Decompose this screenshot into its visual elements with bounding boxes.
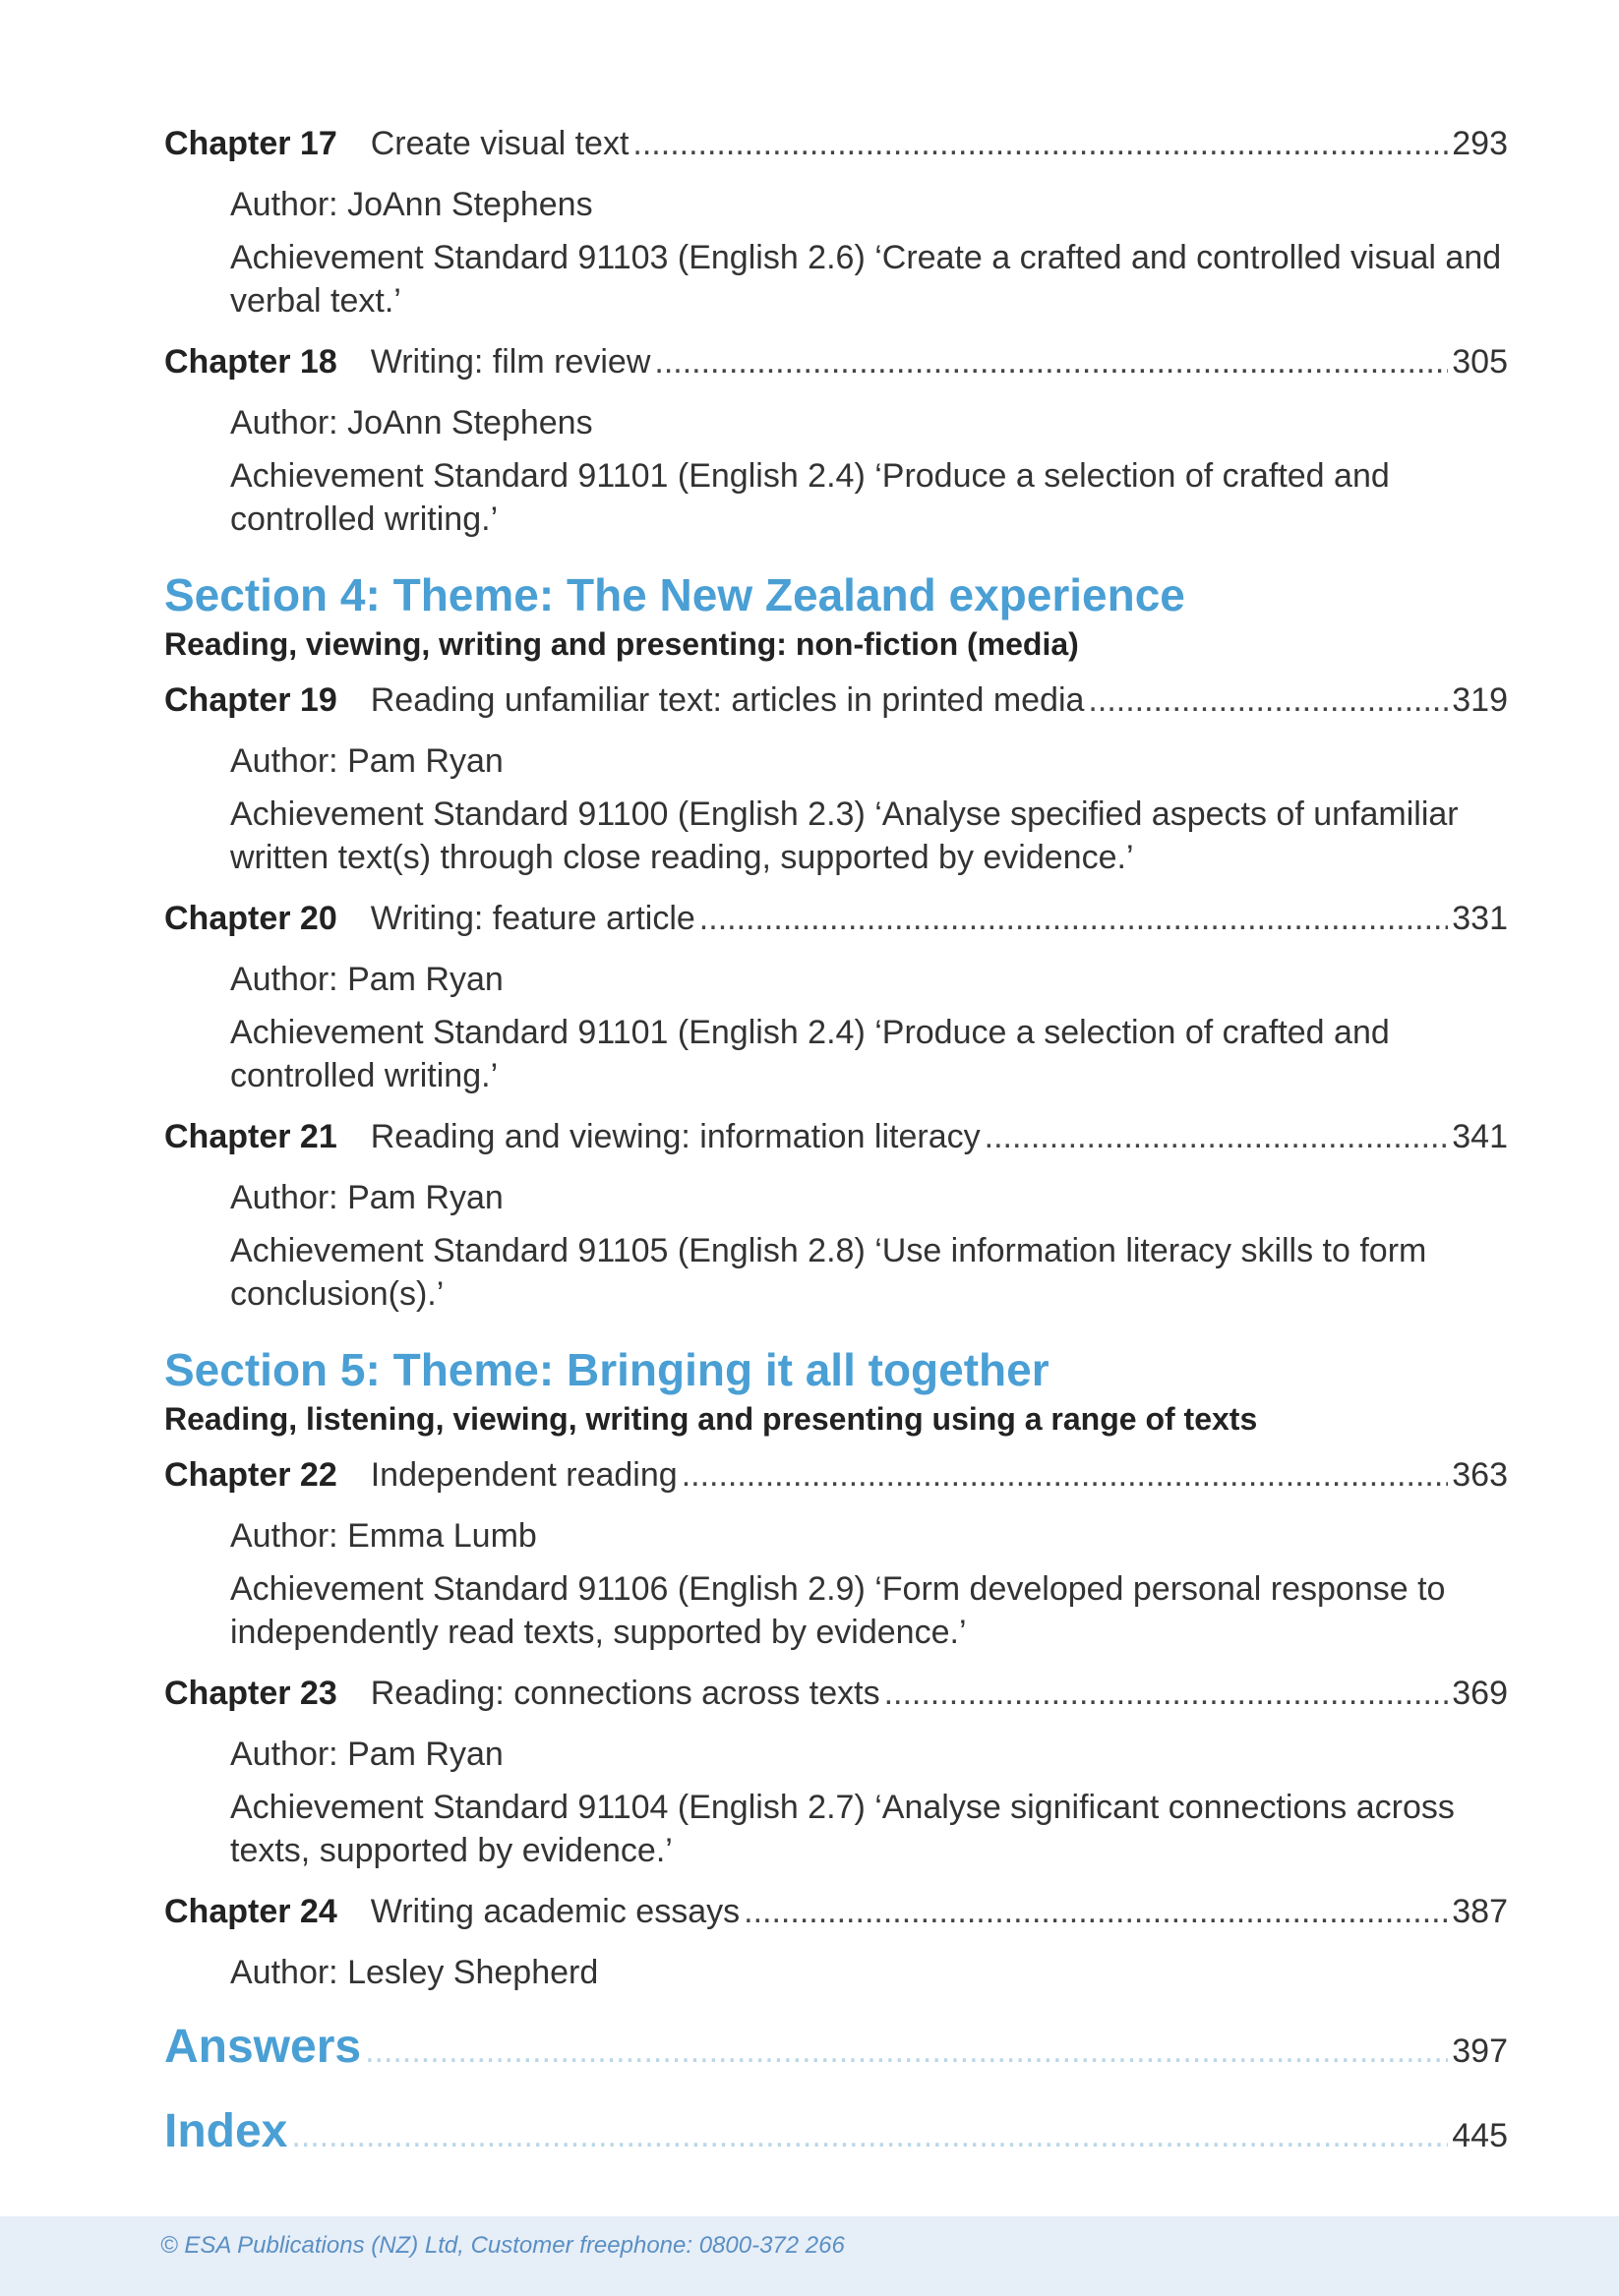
achievement-standard: Achievement Standard 91106 (English 2.9) ‘Form developed personal response to independently read texts, supported by evidence.’ [230,1570,1446,1651]
page-number: 387 [1452,1893,1508,1930]
dot-leader [985,1115,1449,1158]
chapter-number: Chapter 18 [164,343,337,381]
chapter-number: Chapter 21 [164,1118,337,1155]
chapter-author: Author: Pam Ryan [230,961,504,998]
toc-entry-row[interactable] [164,678,1508,722]
toc-entry-row[interactable] [164,1115,1508,1158]
achievement-standard: Achievement Standard 91105 (English 2.8) ‘Use information literacy skills to form conclusion(s).’ [230,1232,1427,1313]
answers-title: Answers [164,2021,362,2073]
dot-leader [884,1672,1449,1715]
page-number: 369 [1452,1675,1508,1712]
achievement-standard: Achievement Standard 91104 (English 2.7) ‘Analyse significant connections across texts, supported by evidence.’ [230,1789,1455,1869]
chapter-title: Writing: feature article [370,900,695,937]
chapter-number: Chapter 24 [164,1893,337,1930]
chapter-author: Author: Lesley Shepherd [230,1954,599,1991]
chapter-author: Author: Pam Ryan [230,1179,504,1216]
dot-leader [682,1453,1449,1497]
page-number: 331 [1452,900,1508,937]
chapter-author: Author: Pam Ryan [230,1736,504,1773]
toc-entry-chapter-18 [164,340,1508,541]
section-subtitle: Reading, listening, viewing, writing and presenting using a range of texts [164,1401,1258,1437]
toc-entry-row[interactable] [164,1453,1508,1497]
chapter-number: Chapter 20 [164,900,337,937]
chapter-title: Reading unfamiliar text: articles in printed media [370,681,1085,719]
toc-entry-row[interactable] [164,1890,1508,1933]
toc-entry-chapter-20 [164,897,1508,1097]
page-number: 363 [1452,1456,1508,1494]
table-of-contents [164,122,1508,2163]
index-title: Index [164,2105,288,2157]
chapter-title: Reading and viewing: information literacy [370,1118,981,1155]
achievement-standard: Achievement Standard 91101 (English 2.4) ‘Produce a selection of crafted and controlled writing.’ [230,1014,1390,1094]
section-title[interactable]: Section 4: Theme: The New Zealand experience [164,569,1185,620]
chapter-number: Chapter 17 [164,125,337,162]
toc-entry-index[interactable] [164,2100,1508,2163]
chapter-title: Writing academic essays [370,1893,741,1930]
toc-entry-chapter-19 [164,678,1508,879]
page-number: 397 [1452,2032,1508,2070]
toc-entry-chapter-24 [164,1890,1508,1994]
dot-leader [1088,678,1448,722]
dot-leader [291,2117,1448,2155]
chapter-title: Independent reading [370,1456,678,1494]
page-number: 341 [1452,1118,1508,1155]
chapter-number: Chapter 19 [164,681,337,719]
dot-leader [744,1890,1448,1933]
toc-entry-chapter-22 [164,1453,1508,1654]
page-number: 305 [1452,343,1508,381]
page-number: 445 [1452,2117,1508,2154]
section-4 [164,566,1508,1316]
chapter-title: Create visual text [370,125,630,162]
achievement-standard: Achievement Standard 91103 (English 2.6) ‘Create a crafted and controlled visual and verbal text.’ [230,239,1502,320]
chapter-number: Chapter 23 [164,1675,337,1712]
dot-leader [699,897,1448,940]
achievement-standard: Achievement Standard 91100 (English 2.3) ‘Analyse specified aspects of unfamiliar written text(s) through close reading, supported by evidence.’ [230,795,1459,876]
toc-entry-chapter-21 [164,1115,1508,1316]
toc-entry-row[interactable] [164,122,1508,165]
dot-leader [632,122,1448,165]
chapter-author: Author: JoAnn Stephens [230,404,593,442]
toc-entry-chapter-23 [164,1672,1508,1872]
page-number: 319 [1452,681,1508,719]
page-number: 293 [1452,125,1508,162]
section-title[interactable]: Section 5: Theme: Bringing it all together [164,1344,1049,1395]
dot-leader [365,2032,1448,2071]
toc-entry-chapter-17 [164,122,1508,323]
toc-entry-answers[interactable] [164,2016,1508,2079]
toc-entry-row[interactable] [164,340,1508,383]
toc-entry-row[interactable] [164,1672,1508,1715]
chapter-title: Writing: film review [370,343,651,381]
chapter-title: Reading: connections across texts [370,1675,880,1712]
page-footer [0,2216,1619,2296]
chapter-author: Author: Emma Lumb [230,1517,537,1555]
chapter-author: Author: Pam Ryan [230,742,504,780]
copyright-text: © ESA Publications (NZ) Ltd, Customer freephone: 0800-372 266 [160,2232,845,2259]
section-subtitle: Reading, viewing, writing and presenting: non-fiction (media) [164,626,1079,662]
chapter-author: Author: JoAnn Stephens [230,186,593,223]
dot-leader [654,340,1448,383]
achievement-standard: Achievement Standard 91101 (English 2.4) ‘Produce a selection of crafted and controlled writing.’ [230,457,1390,538]
chapter-number: Chapter 22 [164,1456,337,1494]
section-5 [164,1341,1508,1994]
toc-entry-row[interactable] [164,897,1508,940]
